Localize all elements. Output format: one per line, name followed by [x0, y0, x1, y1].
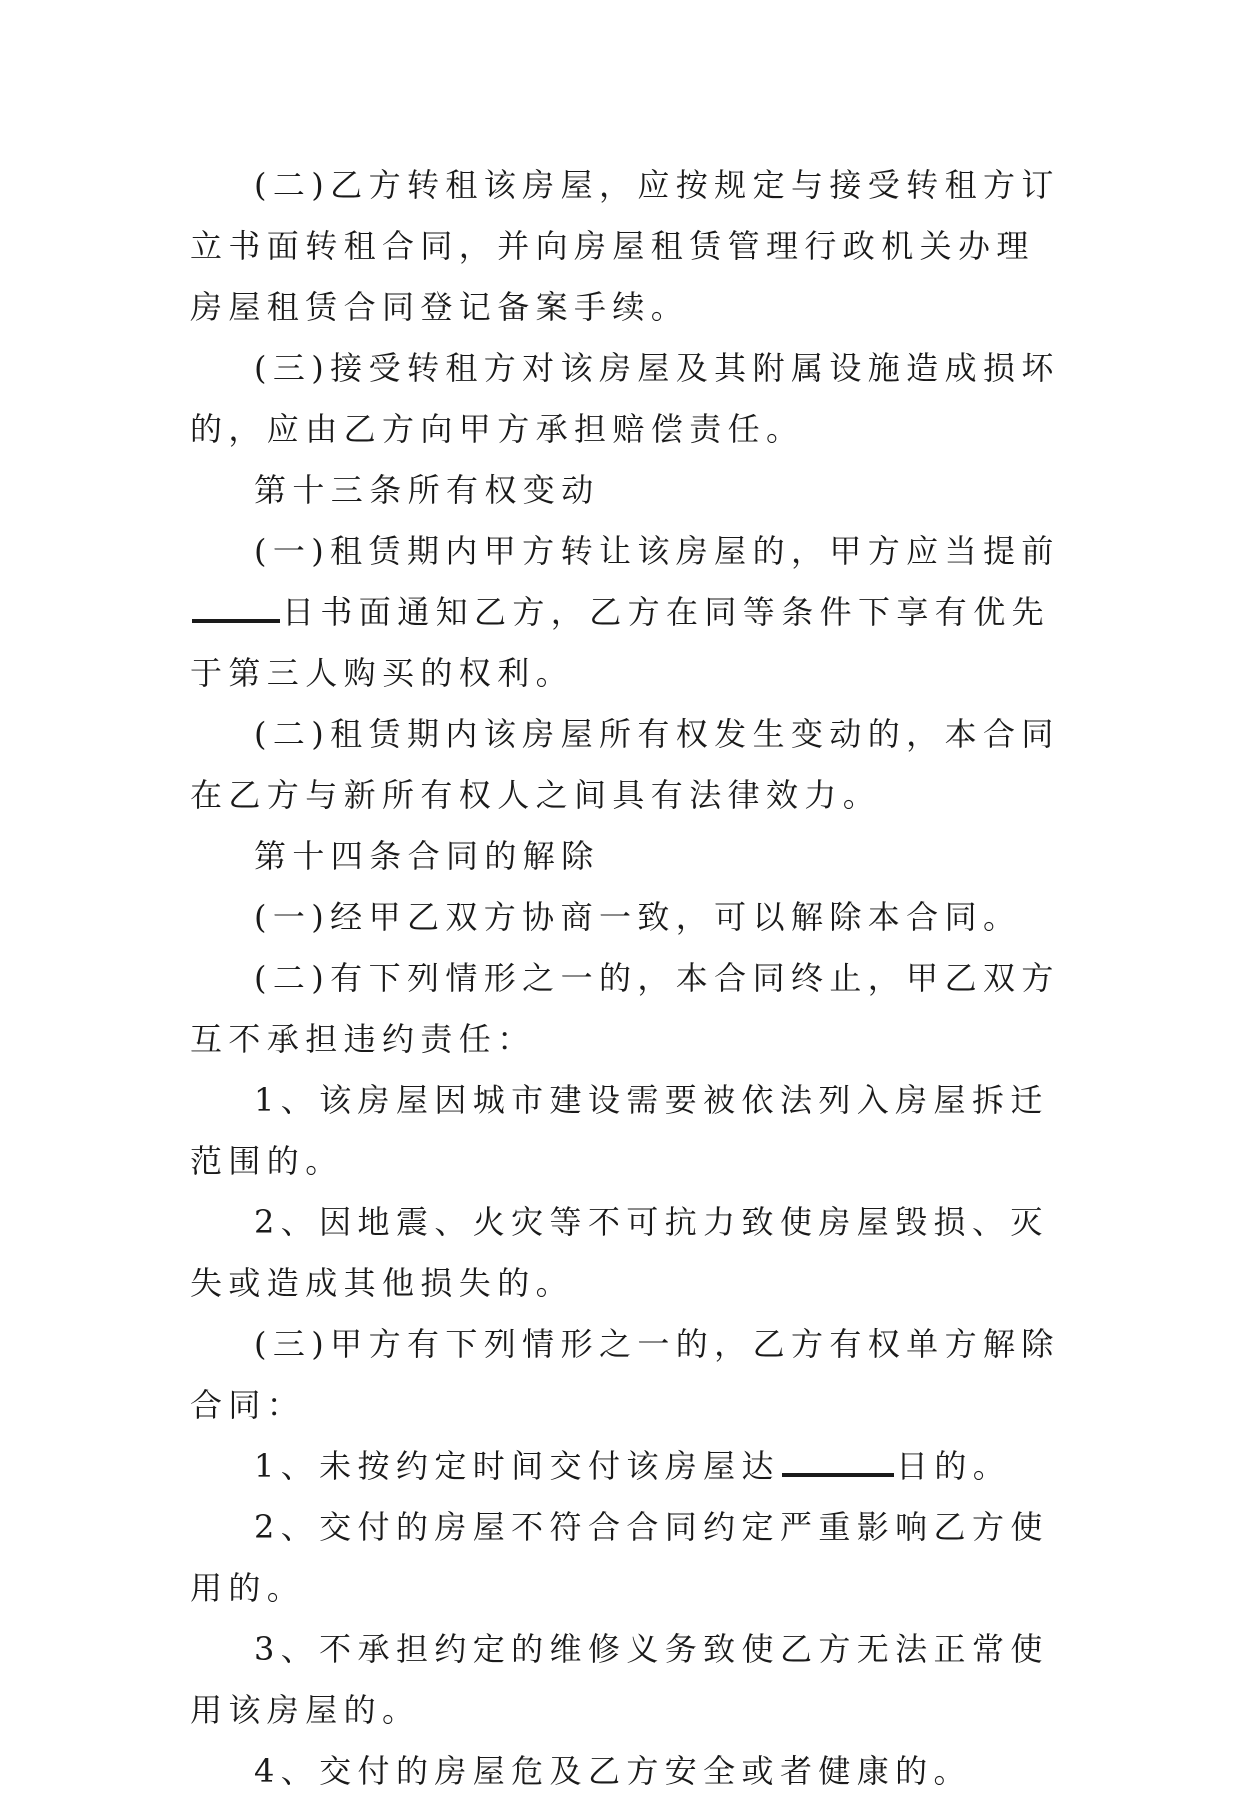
paragraph-termination-conditions: (二)有下列情形之一的，本合同终止，甲乙双方互不承担违约责任：: [190, 959, 1060, 1058]
transfer-notice-text-b: 日书面通知乙方，乙方在同等条件下享有优先于第三人购买的权利。: [190, 593, 1051, 692]
article-13-heading: 第十三条所有权变动: [254, 471, 600, 509]
notice-days-blank[interactable]: [192, 595, 280, 623]
late-delivery-text-b: 日的。: [895, 1447, 1012, 1485]
paragraph-transfer-notice: [190, 521, 1070, 704]
late-delivery-text-a: 1、未按约定时间交付该房屋达: [254, 1447, 780, 1485]
list-item-maintenance: 3、不承担约定的维修义务致使乙方无法正常使用该房屋的。: [190, 1630, 1049, 1729]
article-14-heading: 第十四条合同的解除: [254, 837, 600, 875]
paragraph-ownership-change: (二)租赁期内该房屋所有权发生变动的，本合同在乙方与新所有权人之间具有法律效力。: [190, 715, 1060, 814]
transfer-notice-text-a: (一)租赁期内甲方转让该房屋的，甲方应当提前: [254, 532, 1060, 570]
list-item-safety: 4、交付的房屋危及乙方安全或者健康的。: [254, 1752, 972, 1790]
document-body: [190, 155, 1070, 1802]
delay-days-blank[interactable]: [782, 1449, 894, 1477]
list-item-demolition: 1、该房屋因城市建设需要被依法列入房屋拆迁范围的。: [190, 1081, 1049, 1180]
list-item-nonconforming: 2、交付的房屋不符合合同约定严重影响乙方使用的。: [190, 1508, 1049, 1607]
paragraph-mutual-termination: (一)经甲乙双方协商一致，可以解除本合同。: [254, 898, 1022, 936]
list-item-late-delivery: [190, 1436, 1070, 1497]
paragraph-sublease-damage: (三)接受转租方对该房屋及其附属设施造成损坏的，应由乙方向甲方承担赔偿责任。: [190, 349, 1060, 448]
paragraph-sublease-contract: (二)乙方转租该房屋，应按规定与接受转租方订立书面转租合同，并向房屋租赁管理行政机关办理房屋租赁合同登记备案手续。: [190, 166, 1060, 326]
list-item-force-majeure: 2、因地震、火灾等不可抗力致使房屋毁损、灭失或造成其他损失的。: [190, 1203, 1049, 1302]
paragraph-unilateral-termination: (三)甲方有下列情形之一的，乙方有权单方解除合同：: [190, 1325, 1060, 1424]
